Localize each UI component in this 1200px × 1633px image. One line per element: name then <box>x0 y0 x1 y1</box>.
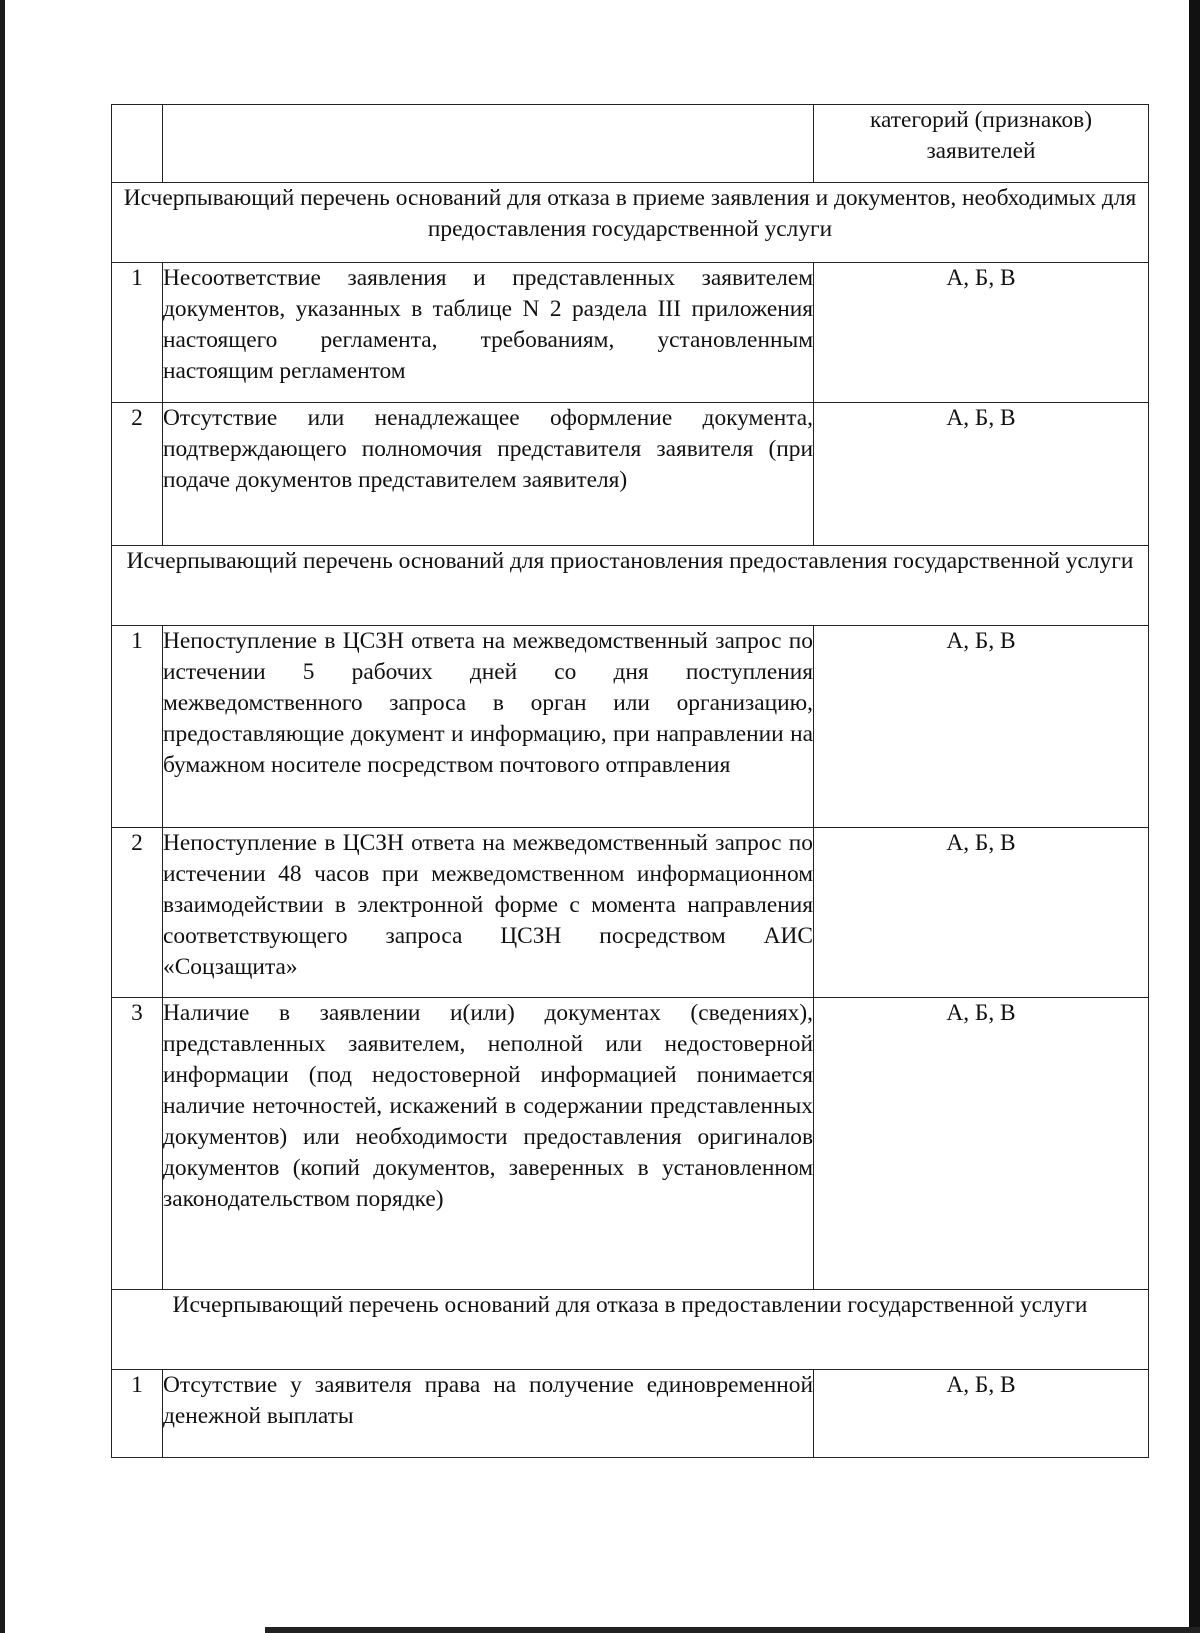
row-number: 2 <box>112 403 163 546</box>
section-heading-row <box>112 1290 1149 1370</box>
row-number: 1 <box>112 263 163 403</box>
row-categories: А, Б, В <box>814 998 1149 1290</box>
section-title: Исчерпывающий перечень оснований для отказа в приеме заявления и документов, необходимых для предоставления государственной услуги <box>112 183 1149 263</box>
section-title: Исчерпывающий перечень оснований для отказа в предоставлении государственной услуги <box>112 1290 1149 1370</box>
row-number: 1 <box>112 1370 163 1458</box>
table-row <box>112 1370 1149 1458</box>
row-ground-text: Наличие в заявлении и(или) документах (сведениях), представленных заявителем, неполной или недостоверной информации (под недостоверной информацией понимается наличие неточностей, искажений в содержании представленных документов) или необходимости предоставления оригиналов документов (копий документов, заверенных в установленном законодательством порядке) <box>163 998 814 1290</box>
section-heading-row <box>112 183 1149 263</box>
table-row <box>112 998 1149 1290</box>
table-row <box>112 263 1149 403</box>
row-ground-text: Несоответствие заявления и представленных заявителем документов, указанных в таблице N 2 раздела III приложения настоящего регламента, требованиям, установленным настоящим регламентом <box>163 263 814 403</box>
section-title: Исчерпывающий перечень оснований для приостановления предоставления государственной услуги <box>112 546 1149 626</box>
table-row <box>112 403 1149 546</box>
scan-edge-right <box>1189 0 1200 1633</box>
header-text-cell <box>163 105 814 183</box>
row-categories: А, Б, В <box>814 403 1149 546</box>
row-number: 2 <box>112 828 163 998</box>
row-categories: А, Б, В <box>814 626 1149 828</box>
row-ground-text: Отсутствие или ненадлежащее оформление документа, подтверждающего полномочия представителя заявителя (при подаче документов представителем заявителя) <box>163 403 814 546</box>
row-number: 1 <box>112 626 163 828</box>
header-continuation-row <box>112 105 1149 183</box>
section-heading-row <box>112 546 1149 626</box>
header-num-cell <box>112 105 163 183</box>
table-row <box>112 626 1149 828</box>
grounds-table <box>111 104 1149 1458</box>
row-ground-text: Непоступление в ЦСЗН ответа на межведомственный запрос по истечении 5 рабочих дней со дня поступления межведомственного запроса в орган или организацию, предоставляющие документ и информацию, при направлении на бумажном носителе посредством почтового отправления <box>163 626 814 828</box>
row-ground-text: Непоступление в ЦСЗН ответа на межведомственный запрос по истечении 48 часов при межведомственном информационном взаимодействии в электронной форме с момента направления соответствующего запроса ЦСЗН посредством АИС «Соцзащита» <box>163 828 814 998</box>
row-number: 3 <box>112 998 163 1290</box>
row-categories: А, Б, В <box>814 1370 1149 1458</box>
scan-edge-bottom <box>265 1627 1200 1633</box>
table-row <box>112 828 1149 998</box>
row-ground-text: Отсутствие у заявителя права на получение единовременной денежной выплаты <box>163 1370 814 1458</box>
row-categories: А, Б, В <box>814 828 1149 998</box>
header-category-cell: категорий (признаков) заявителей <box>814 105 1149 183</box>
scan-edge-left <box>0 0 5 1633</box>
row-categories: А, Б, В <box>814 263 1149 403</box>
